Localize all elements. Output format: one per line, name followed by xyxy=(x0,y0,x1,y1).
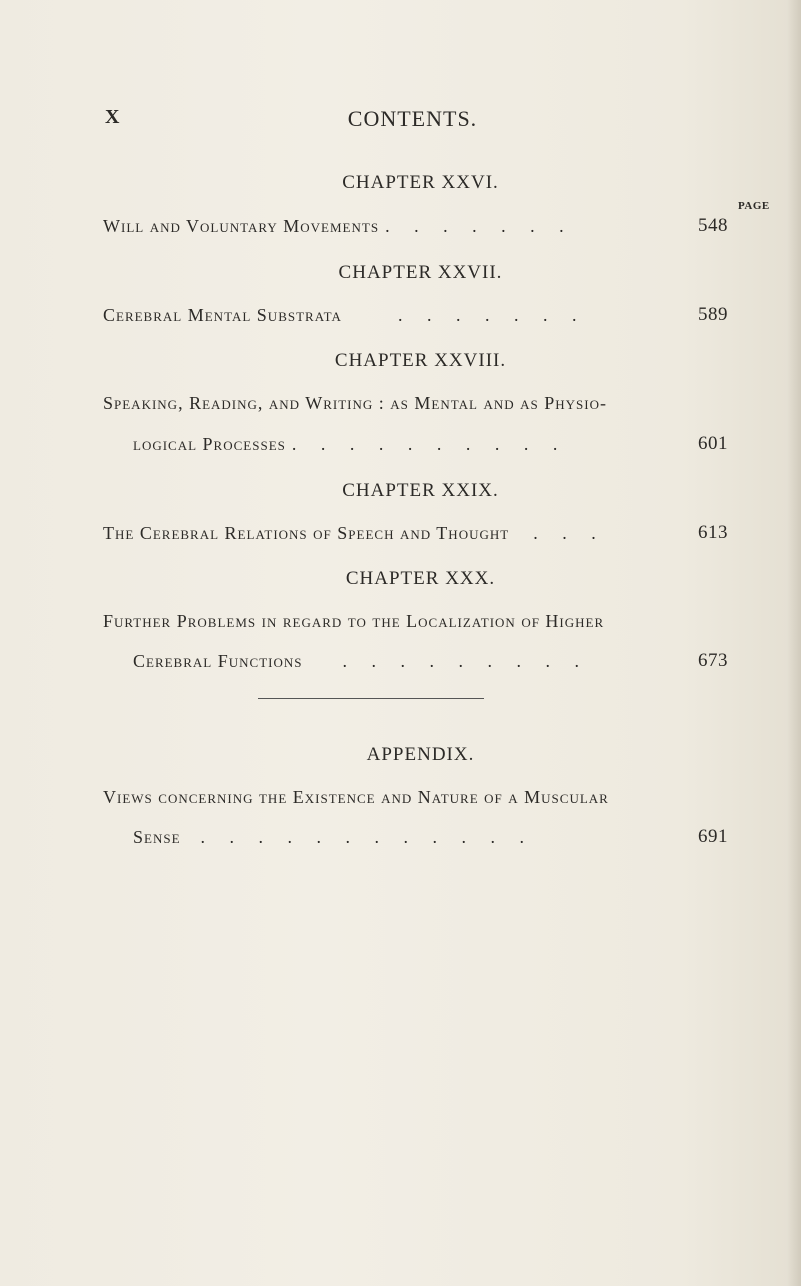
entry-title: Will and Voluntary Movements xyxy=(103,216,380,236)
toc-entry-30-line-2[interactable] xyxy=(133,651,693,672)
page-numeral: X xyxy=(105,106,121,128)
chapter-heading-30: CHAPTER XXX. xyxy=(345,568,496,589)
page-ref-27[interactable]: 589 xyxy=(698,304,728,325)
page-ref-26[interactable]: 548 xyxy=(698,215,728,236)
dot-leader: . . . xyxy=(533,523,606,543)
dot-leader: . . . . . . . xyxy=(397,305,587,325)
entry-title: logical Processes xyxy=(133,434,286,454)
entry-title: Cerebral Functions xyxy=(133,651,303,671)
page-ref-28[interactable]: 601 xyxy=(698,433,728,454)
section-divider xyxy=(258,698,484,699)
running-head: CONTENTS. xyxy=(347,106,478,131)
toc-entry-26[interactable] xyxy=(103,216,693,237)
toc-appendix-line-1[interactable]: Views concerning the Existence and Nature of a Muscular xyxy=(103,787,609,807)
appendix-heading: APPENDIX. xyxy=(366,744,475,765)
page-edge-shadow xyxy=(787,0,801,1286)
toc-entry-30-line-1[interactable]: Further Problems in regard to the Localization of Higher xyxy=(103,611,605,631)
page-column-label: PAGE xyxy=(738,200,770,212)
chapter-heading-26: CHAPTER XXVI. xyxy=(342,172,499,193)
dot-leader: . . . . . . . . . . . . xyxy=(200,827,535,847)
toc-appendix-line-2[interactable] xyxy=(133,827,693,848)
entry-title: Cerebral Mental Substrata xyxy=(103,305,342,325)
page-ref-29[interactable]: 613 xyxy=(698,522,728,543)
toc-entry-27[interactable] xyxy=(103,305,693,326)
page-ref-30[interactable]: 673 xyxy=(698,650,728,671)
toc-entry-29[interactable] xyxy=(103,523,693,544)
toc-entry-28-line-2[interactable] xyxy=(133,434,693,455)
chapter-heading-28: CHAPTER XXVIII. xyxy=(334,350,507,371)
chapter-heading-29: CHAPTER XXIX. xyxy=(342,480,499,501)
entry-title: The Cerebral Relations of Speech and Thought xyxy=(103,523,510,543)
dot-leader: . . . . . . . xyxy=(385,216,574,236)
chapter-heading-27: CHAPTER XXVII. xyxy=(338,262,503,283)
page-ref-appendix[interactable]: 691 xyxy=(698,826,728,847)
dot-leader: . . . . . . . . . . xyxy=(291,434,568,454)
entry-title: Sense xyxy=(133,827,181,847)
dot-leader: . . . . . . . . . xyxy=(342,651,589,671)
toc-entry-28-line-1[interactable]: Speaking, Reading, and Writing : as Mental and as Physio- xyxy=(103,393,607,413)
